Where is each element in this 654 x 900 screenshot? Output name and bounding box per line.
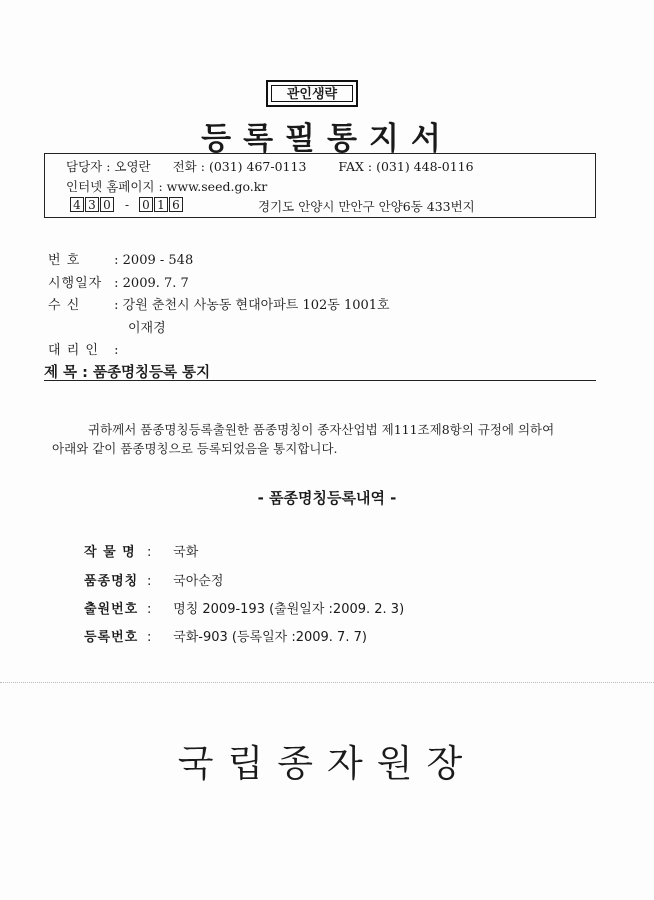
detail-label: 품종명칭 [84,574,139,589]
body-line-1: 귀하께서 품종명칭등록출원한 품종명칭이 종자산업법 제111조제8항의 규정에 의하여 [88,422,555,437]
zip-digit: 0 [139,197,153,212]
recipient-address: 강원 춘천시 사농동 현대아파트 102동 1001호 [122,298,390,313]
contact-label: 담당자 [66,159,103,174]
registration-details-heading: - 품종명칭등록내역 - [257,489,397,507]
detail-label: 작 물 명 [84,545,136,560]
postal-code [70,197,184,212]
recipient-label: 수 신 [48,298,81,313]
subject-divider [44,380,596,381]
detail-row: 출원번호 : 명칭 2009-193 (출원일자 :2009. 2. 3) [84,598,404,617]
subject-text: 품종명칭등록 통지 [92,365,211,381]
date-label: 시행일자 [48,276,103,291]
tel-label: 전화 [172,159,197,174]
detail-value: 국화 [173,545,199,560]
contact-line: 담당자 : 오영란 전화 : (031) 467-0113 FAX : (031) 448-0116 [66,159,474,174]
stamp-text: 관인생략 [271,85,353,102]
detail-label: 출원번호 [84,602,139,617]
detail-label: 등록번호 [84,630,139,645]
agent-row: 대 리 인 : [48,339,119,358]
fold-line [0,682,654,683]
document-number-row: 번 호 : 2009 - 548 [48,249,193,268]
recipient-row: 수 신 : 강원 춘천시 사농동 현대아파트 102동 1001호 [48,294,390,313]
detail-row: 품종명칭 : 국아순정 [84,570,223,589]
fax-value: (031) 448-0116 [376,159,474,174]
number-label: 번 호 [48,253,81,268]
zip-digit: 4 [70,197,84,212]
zip-digit: 0 [100,197,114,212]
document-number: 2009 - 548 [122,253,194,268]
website-label: 인터넷 홈페이지 [66,179,155,194]
recipient-name: 이재경 [128,321,166,336]
tel-value: (031) 467-0113 [208,159,307,174]
subject-label: 제 목 [44,365,78,381]
detail-value: 국화-903 (등록일자 :2009. 7. 7) [173,630,367,645]
detail-row: 작 물 명 : 국화 [84,541,198,560]
agent-label: 대 리 인 [48,343,99,358]
website-line: 인터넷 홈페이지 : www.seed.go.kr [66,179,268,194]
detail-row: 등록번호 : 국화-903 (등록일자 :2009. 7. 7) [84,626,367,645]
body-line-2: 아래와 같이 품종명칭으로 등록되었음을 통지합니다. [52,441,338,456]
fax-label: FAX [338,159,364,174]
issuer-name: 국립종자원장 [177,742,477,785]
date-row: 시행일자 : 2009. 7. 7 [48,272,189,291]
zip-digit: 6 [169,197,183,212]
detail-value: 명칭 2009-193 (출원일자 :2009. 2. 3) [173,602,405,617]
issue-date: 2009. 7. 7 [122,276,189,291]
detail-value: 국아순정 [173,574,224,589]
zip-separator: - [124,197,130,212]
website-url: www.seed.go.kr [166,179,268,194]
zip-digit: 3 [85,197,99,212]
official-seal-omitted-stamp [266,80,358,107]
subject-row: 제 목 : 품종명칭등록 통지 [44,365,211,381]
contact-name: 오영란 [114,159,151,174]
document-title: 등록필통지서 [201,121,453,157]
zip-digit: 1 [154,197,168,212]
office-address: 경기도 안양시 만안구 안양6동 433번지 [258,199,475,214]
